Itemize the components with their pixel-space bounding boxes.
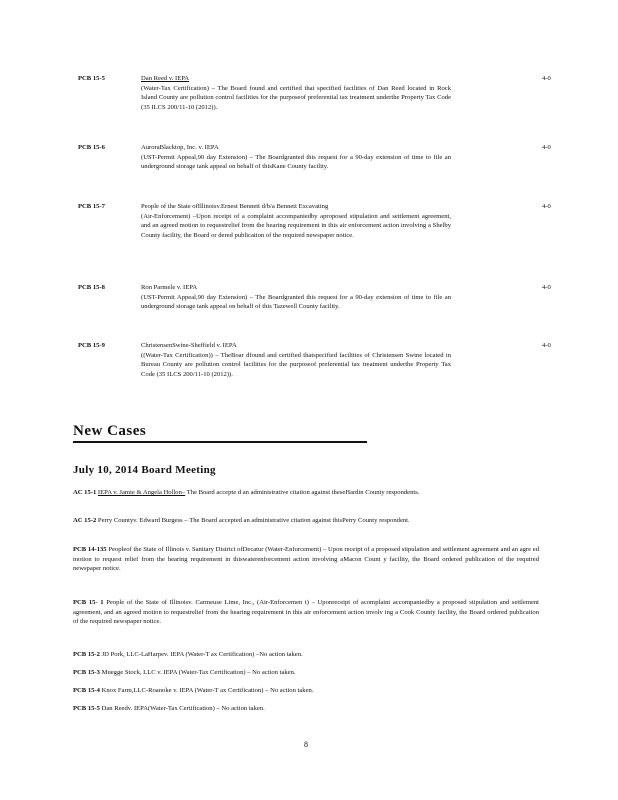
entry-case-number: PCB 15-9 — [78, 342, 105, 349]
case-text: Perry Countyv. Edward Burgess – The Board accepted an administrative citation against thisPerry County respondent. — [97, 517, 410, 524]
new-case-pcb-15-1 — [73, 598, 539, 627]
case-text: The Board accepte d an administrative citation against theseHardin County respondents. — [186, 489, 420, 496]
case-text: Peopleof the State of Illinois v. Sanitary District ofDecatur (Water-Enforcement) – Upon receipt of a proposed stipulation and settlement agreement and an agre ed motion to request relief from the hearing requirement in thiswaterenforcement action involving aMacon Count y facility, the Board ordered publication of the required newspaper notice. — [73, 546, 539, 573]
entry-case-number: PCB 15-6 — [78, 144, 105, 151]
case-id: PCB 15-2 — [73, 651, 100, 658]
case-id: PCB 15- 1 — [73, 599, 104, 606]
entry-vote: 4-0 — [542, 284, 551, 291]
new-case-ac-15-2 — [73, 516, 539, 526]
entry-description: (UST-Permit Appeal,90 day Extension) – The Boardgranted this request for a 90-day extension of time to file an underground storage tank appeal on behalf of this Tazewell County facility. — [141, 293, 451, 311]
entry-vote: 4-0 — [542, 75, 551, 82]
case-id: AC 15-1 — [73, 489, 97, 496]
section-heading-new-cases: New Cases — [73, 423, 147, 439]
entry-title: ChristensenSwine-Sheffield v. IEPA — [141, 342, 237, 349]
case-id: PCB 15-4 — [73, 687, 100, 694]
new-case-pcb-14-135 — [73, 545, 539, 574]
new-case-pcb-15-3 — [73, 668, 539, 678]
new-case-pcb-15-5 — [73, 704, 539, 714]
case-text: Muegge Stock, LLC v. IEPA (Water-Tax Certification) – No action taken. — [101, 669, 296, 676]
meeting-heading: July 10, 2014 Board Meeting — [73, 464, 216, 476]
case-text: People of the State of Illinoisv. Carmeuse Lime, Inc., (Air-Enforcemen t) – Uponreceipt of acomplaint accompaniedby a proposed stipulation and settlement agreement, and an agreed motion to requestrelief from the hearing requirement in this air enforcement action involv ing a Cook County facility, the Board ordered publication of the required newspaper notice. — [73, 599, 539, 626]
entry-case-number: PCB 15-5 — [78, 75, 105, 82]
case-text: Dan Reedv. IEPA(Water-Tax Certification) – No action taken. — [101, 705, 265, 712]
entry-description: (UST-Permit Appeal,90 day Extension) – The Boardgranted this request for a 90-day extension of time to file an underground storage tank appeal on behalf of thisKane County facility. — [141, 153, 451, 171]
case-text: JD Pork, LLC-LaHarpev. IEPA (Water-T ax Certification) –No action taken. — [101, 651, 303, 658]
case-title: IEPA v. Jamie & Angela Hollon– — [97, 489, 186, 496]
new-case-pcb-15-2 — [73, 650, 539, 660]
entry-vote: 4-0 — [542, 203, 551, 210]
entry-case-number: PCB 15-7 — [78, 203, 105, 210]
entry-vote: 4-0 — [542, 342, 551, 349]
new-case-ac-15-1 — [73, 488, 539, 498]
entry-description: (Water-Tax Certification) – The Board found and certified that specified facilities of Dan Reed located in Rock Island County are pollution control facilities for the purposeof preferential tax treatment underthe Property Tax Code (35 ILCS 200/11-10 (2012)). — [141, 84, 451, 111]
entry-vote: 4-0 — [542, 144, 551, 151]
case-id: AC 15-2 — [73, 517, 97, 524]
new-case-pcb-15-4 — [73, 686, 539, 696]
case-id: PCB 15-3 — [73, 669, 100, 676]
entry-title: Dan Reed v. IEPA — [141, 75, 190, 82]
entry-title: People of the State ofIllinoisv.Ernest Bennett d/b/a Bennett Excavating — [141, 203, 329, 210]
entry-title: Ron Parmele v. IEPA — [141, 284, 198, 291]
page-number: 8 — [304, 740, 308, 749]
entry-title: AuroraBlacktop, Inc. v. IEPA — [141, 144, 219, 151]
case-text: Knox Farm,LLC-Roanoke v. IEPA (Water-T ax Certification) – No action taken. — [101, 687, 314, 694]
entry-description: (Air-Enforcement) –Upon receipt of a complaint accompaniedby aproposed stipulation and settlement agreement, and an agreed motion to requestrelief from the hearing requirement in this air enforcement action involving a Shelby County facility, the Board or dered publication of the required newspaper notice. — [141, 212, 451, 239]
section-divider — [73, 441, 367, 443]
case-id: PCB 14-135 — [73, 546, 107, 553]
entry-case-number: PCB 15-8 — [78, 284, 105, 291]
case-id: PCB 15-5 — [73, 705, 100, 712]
entry-description: ((Water-Tax Certification)) – TheBoar dfound and certified thatspecified facilities of Christensen Swine located in Bureau County are pollution control facilities for the purposeof preferential tax treatment underthe Property Tax Code (35 ILCS 200/11-10 (2012)). — [141, 351, 451, 378]
